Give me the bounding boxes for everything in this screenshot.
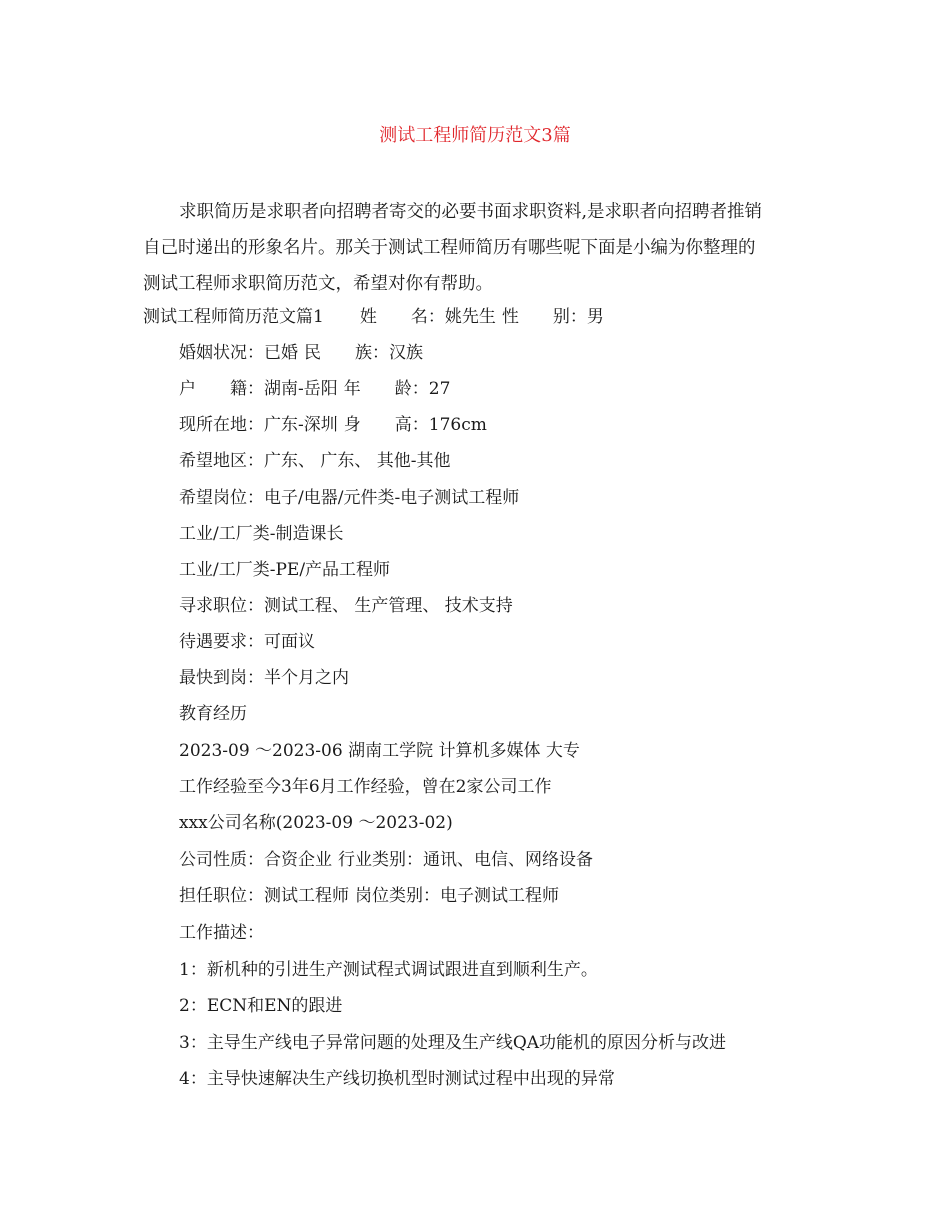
- position-row: [179, 486, 519, 510]
- salary-value: 可面议: [264, 632, 315, 652]
- height-value: 176cm: [428, 415, 487, 435]
- industry-label: 行业类别：: [338, 850, 423, 870]
- marital-label: 婚姻状况：: [179, 343, 264, 363]
- hukou-label: 户 籍：: [179, 379, 264, 399]
- intro-line: 自己时递出的形象名片。那关于测试工程师简历有哪些呢下面是小编为你整理的: [143, 238, 756, 258]
- location-label: 现所在地：: [179, 415, 264, 435]
- marital-row: [179, 341, 423, 365]
- name-value: 姚先生: [444, 307, 496, 327]
- region-label: 希望地区：: [179, 451, 264, 471]
- resume-heading: 测试工程师简历范文篇1: [143, 307, 324, 327]
- role-category-label: 岗位类别：: [355, 886, 440, 906]
- name-label: 姓 名：: [359, 307, 445, 327]
- role-label: 担任职位：: [179, 886, 264, 906]
- gender-label: 性 别：: [501, 307, 587, 327]
- company-nature-label: 公司性质：: [179, 850, 264, 870]
- intro-paragraph: [143, 194, 808, 302]
- duties-heading: 工作描述：: [179, 923, 264, 943]
- intro-line: 测试工程师求职简历范文，希望对你有帮助。: [143, 274, 493, 294]
- ethnicity-value: 汉族: [389, 343, 423, 363]
- role-value: 测试工程师: [264, 886, 349, 906]
- arrival-row: [179, 666, 349, 690]
- company-row: xxx公司名称(2023-09 ～2023-02): [179, 813, 453, 833]
- region-row: [179, 449, 451, 473]
- duty-item: 3：主导生产线电子异常问题的处理及生产线QA功能机的原因分析与改进: [179, 1033, 727, 1053]
- position-label: 希望岗位：: [179, 488, 264, 508]
- intro-line: 求职简历是求职者向招聘者寄交的必要书面求职资料,是求职者向招聘者推销: [179, 202, 763, 222]
- work-summary: 工作经验至今3年6月工作经验，曾在2家公司工作: [179, 777, 552, 797]
- duty-item: 1：新机种的引进生产测试程式调试跟进直到顺利生产。: [179, 960, 598, 980]
- age-value: 27: [428, 379, 451, 399]
- job-seek-row: [179, 594, 513, 618]
- role-category-value: 电子测试工程师: [440, 886, 559, 906]
- position-value: 电子/电器/元件类-电子测试工程师: [264, 488, 520, 508]
- arrival-value: 半个月之内: [264, 668, 349, 688]
- age-label: 年 龄：: [343, 379, 429, 399]
- salary-label: 待遇要求：: [179, 632, 264, 652]
- education-entry: 2023-09 ～2023-06 湖南工学院 计算机多媒体 大专: [179, 741, 580, 761]
- company-nature-row: [179, 848, 593, 872]
- job-seek-value: 测试工程、 生产管理、 技术支持: [264, 596, 513, 616]
- role-row: [179, 884, 559, 908]
- position-extra-row: 工业/工厂类-制造课长: [179, 524, 344, 544]
- hukou-value: 湖南-岳阳: [264, 379, 338, 399]
- arrival-label: 最快到岗：: [179, 668, 264, 688]
- resume-heading-row: [143, 305, 604, 329]
- region-value: 广东、 广东、 其他-其他: [264, 451, 451, 471]
- gender-value: 男: [586, 307, 604, 327]
- company-nature-value: 合资企业: [264, 850, 332, 870]
- location-value: 广东-深圳: [264, 415, 338, 435]
- hukou-row: [179, 377, 450, 401]
- education-heading: 教育经历: [179, 704, 247, 724]
- height-label: 身 高：: [343, 415, 429, 435]
- salary-row: [179, 630, 315, 654]
- location-row: [179, 413, 487, 437]
- duty-item: 4：主导快速解决生产线切换机型时测试过程中出现的异常: [179, 1069, 615, 1089]
- ethnicity-label: 民 族：: [304, 343, 389, 363]
- industry-value: 通讯、电信、网络设备: [423, 850, 593, 870]
- marital-value: 已婚: [264, 343, 298, 363]
- document-title: 测试工程师简历范文3篇: [379, 125, 571, 146]
- job-seek-label: 寻求职位：: [179, 596, 264, 616]
- duty-item: 2：ECN和EN的跟进: [179, 996, 343, 1016]
- position-extra-row: 工业/工厂类-PE/产品工程师: [179, 560, 391, 580]
